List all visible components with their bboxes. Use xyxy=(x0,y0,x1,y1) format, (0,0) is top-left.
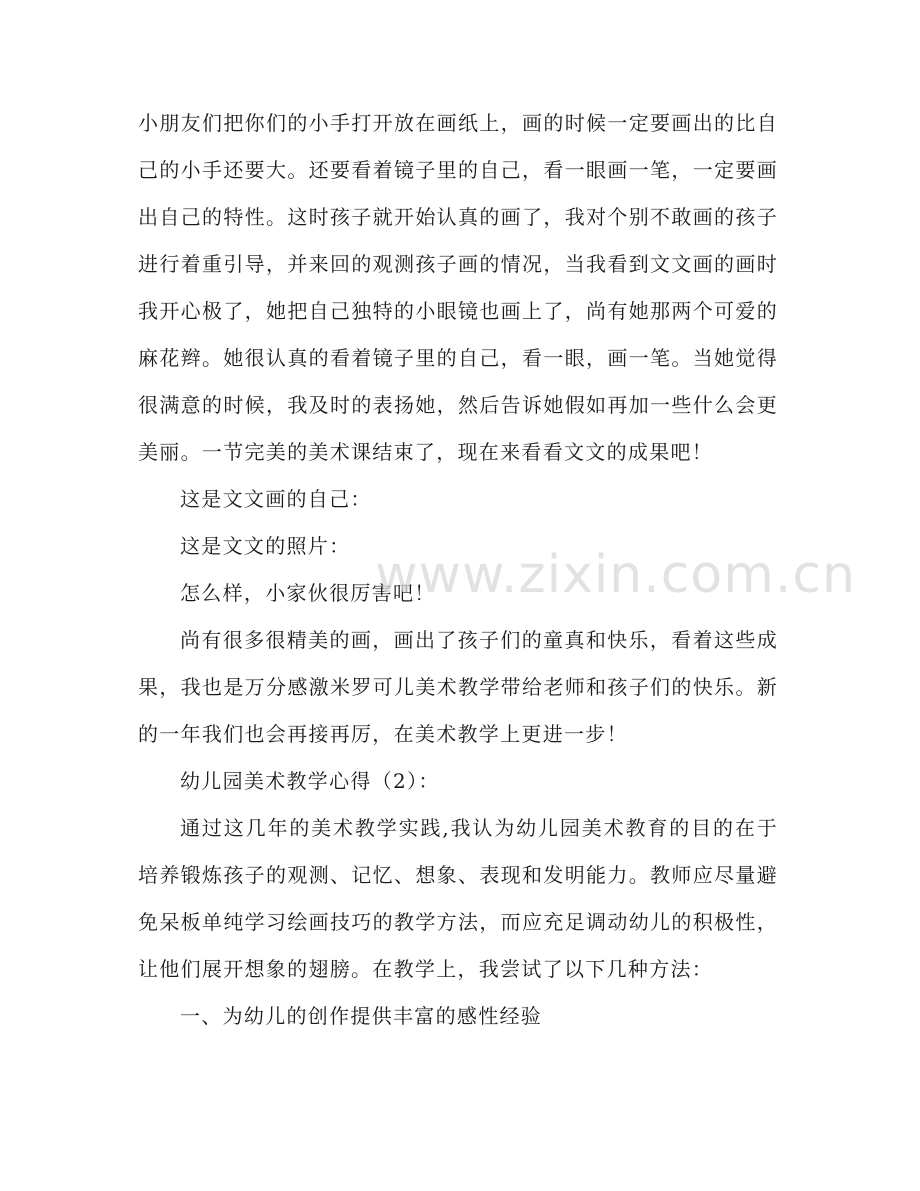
paragraph-5: 尚有很多很精美的画，画出了孩子们的童真和快乐，看着这些成果，我也是万分感激米罗可儿美术教学带给老师和孩子们的快乐。新的一年我们也会再接再厉，在美术教学上更进一步！ xyxy=(138,628,778,746)
paragraph-4: 怎么样，小家伙很厉害吧！ xyxy=(180,581,436,605)
section-heading-2: 幼儿园美术教学心得（2）： xyxy=(180,769,440,793)
watermark: www.zixin.com.cn xyxy=(375,545,856,605)
paragraph-1: 小朋友们把你们的小手打开放在画纸上，画的时候一定要画出的比自己的小手还要大。还要看着镜子里的自己，看一眼画一笔，一定要画出自己的特性。这时孩子就开始认真的画了，我对个别不敢画的孩子进行着重引导，并来回的观测孩子画的情况，当我看到文文画的画时我开心极了，她把自己独特的小眼镜也画上了，尚有她那两个可爱的麻花辫。她很认真的看着镜子里的自己，看一眼，画一笔。当她觉得很满意的时候，我及时的表扬她，然后告诉她假如再加一些什么会更美丽。一节完美的美术课结束了，现在来看看文文的成果吧！ xyxy=(138,111,778,464)
paragraph-7: 通过这几年的美术教学实践,我认为幼儿园美术教育的目的在于培养锻炼孩子的观测、记忆、想象、表现和发明能力。教师应尽量避免呆板单纯学习绘画技巧的教学方法，而应充足调动幼儿的积极性，让他们展开想象的翅膀。在教学上，我尝试了以下几种方法： xyxy=(138,816,778,981)
document-body xyxy=(138,100,778,1040)
subheading-1: 一、为幼儿的创作提供丰富的感性经验 xyxy=(180,1004,543,1028)
paragraph-2: 这是文文画的自己： xyxy=(180,487,372,511)
paragraph-3: 这是文文的照片： xyxy=(180,534,351,558)
